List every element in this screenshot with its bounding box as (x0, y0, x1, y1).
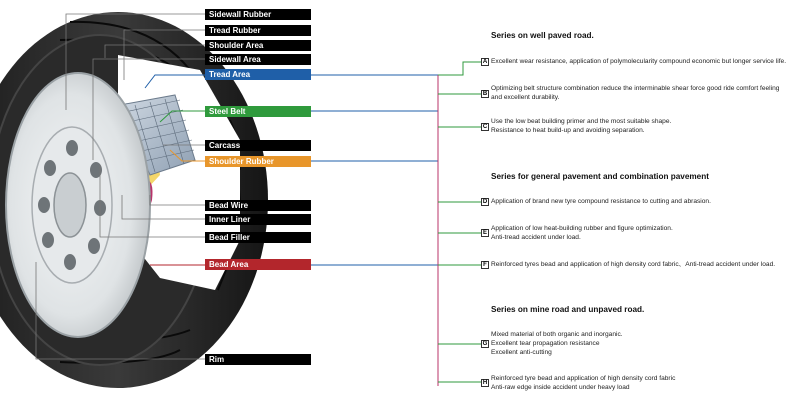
label-sidewall-rubber: Sidewall Rubber (205, 9, 311, 20)
feature-g-line-1: Mixed material of both organic and inorganic. (491, 331, 623, 338)
label-shoulder-rubber: Shoulder Rubber (205, 156, 311, 167)
feature-desc-b (491, 84, 791, 102)
feature-desc-e (491, 224, 791, 242)
label-rim: Rim (205, 354, 311, 365)
feature-badge-h: H (482, 380, 488, 386)
feature-h-line-2: Anti-raw edge inside accident under heavy load (491, 384, 630, 391)
feature-badge-g: G (482, 341, 488, 347)
label-steel-belt: Steel Belt (205, 106, 311, 117)
label-bead-filler: Bead Filler (205, 232, 311, 243)
feature-badge-b: B (482, 91, 488, 97)
feature-h-line-1: Reinforced tyre bead and application of high density cord fabric (491, 375, 676, 382)
feature-c-line-2: Resistance to heat build-up and avoiding separation. (491, 127, 645, 134)
feature-a-line-1: Excellent wear resistance, application of polymolecularity compound economic but longer service life. (491, 58, 787, 65)
label-shoulder-area: Shoulder Area (205, 40, 311, 51)
heading-general: Series for general pavement and combination pavement (491, 172, 709, 181)
branch-a (438, 62, 481, 75)
feature-desc-h (491, 374, 791, 392)
hub-center (54, 173, 86, 237)
heading-well-paved: Series on well paved road. (491, 31, 594, 40)
feature-desc-c (491, 117, 791, 135)
feature-c-line-1: Use the low beat building primer and the most suitable shape. (491, 118, 672, 125)
feature-g-line-2: Excellent tear propagation resistance (491, 340, 600, 347)
feature-desc-d (491, 197, 791, 206)
feature-badge-e: E (482, 230, 487, 236)
feature-desc-g (491, 330, 791, 357)
feature-badge-a: A (482, 59, 488, 65)
feature-e-line-1: Application of low heat-building rubber and figure optimization. (491, 225, 673, 232)
label-tread-rubber: Tread Rubber (205, 25, 311, 36)
feature-desc-a (491, 57, 791, 66)
feature-e-line-2: Anti-tread accident under load. (491, 234, 581, 241)
feature-g-line-3: Excellent anti-cutting (491, 349, 552, 356)
feature-badge-c: C (482, 124, 488, 130)
label-sidewall-area: Sidewall Area (205, 54, 311, 65)
label-carcass: Carcass (205, 140, 311, 151)
feature-b-line-1: Optimizing belt structure combination reduce the interminable shear force good ride comfort feeling (491, 85, 780, 92)
feature-f-line-1: Reinforced tyres bead and application of high density cord fabric、Anti-tread accident under load. (491, 261, 776, 268)
label-inner-liner: Inner Liner (205, 214, 311, 225)
label-bead-area: Bead Area (205, 259, 311, 270)
label-tread-area: Tread Area (205, 69, 311, 80)
feature-b-line-2: and excellent durability. (491, 94, 560, 101)
heading-mine: Series on mine road and unpaved road. (491, 305, 645, 314)
feature-d-line-1: Application of brand new tyre compound resistance to cutting and abrasion. (491, 198, 711, 205)
label-bead-wire: Bead Wire (205, 200, 311, 211)
feature-connectors (311, 62, 481, 386)
feature-badge-d: D (482, 199, 488, 205)
feature-desc-f (491, 260, 791, 269)
feature-badge-f: F (481, 261, 489, 269)
